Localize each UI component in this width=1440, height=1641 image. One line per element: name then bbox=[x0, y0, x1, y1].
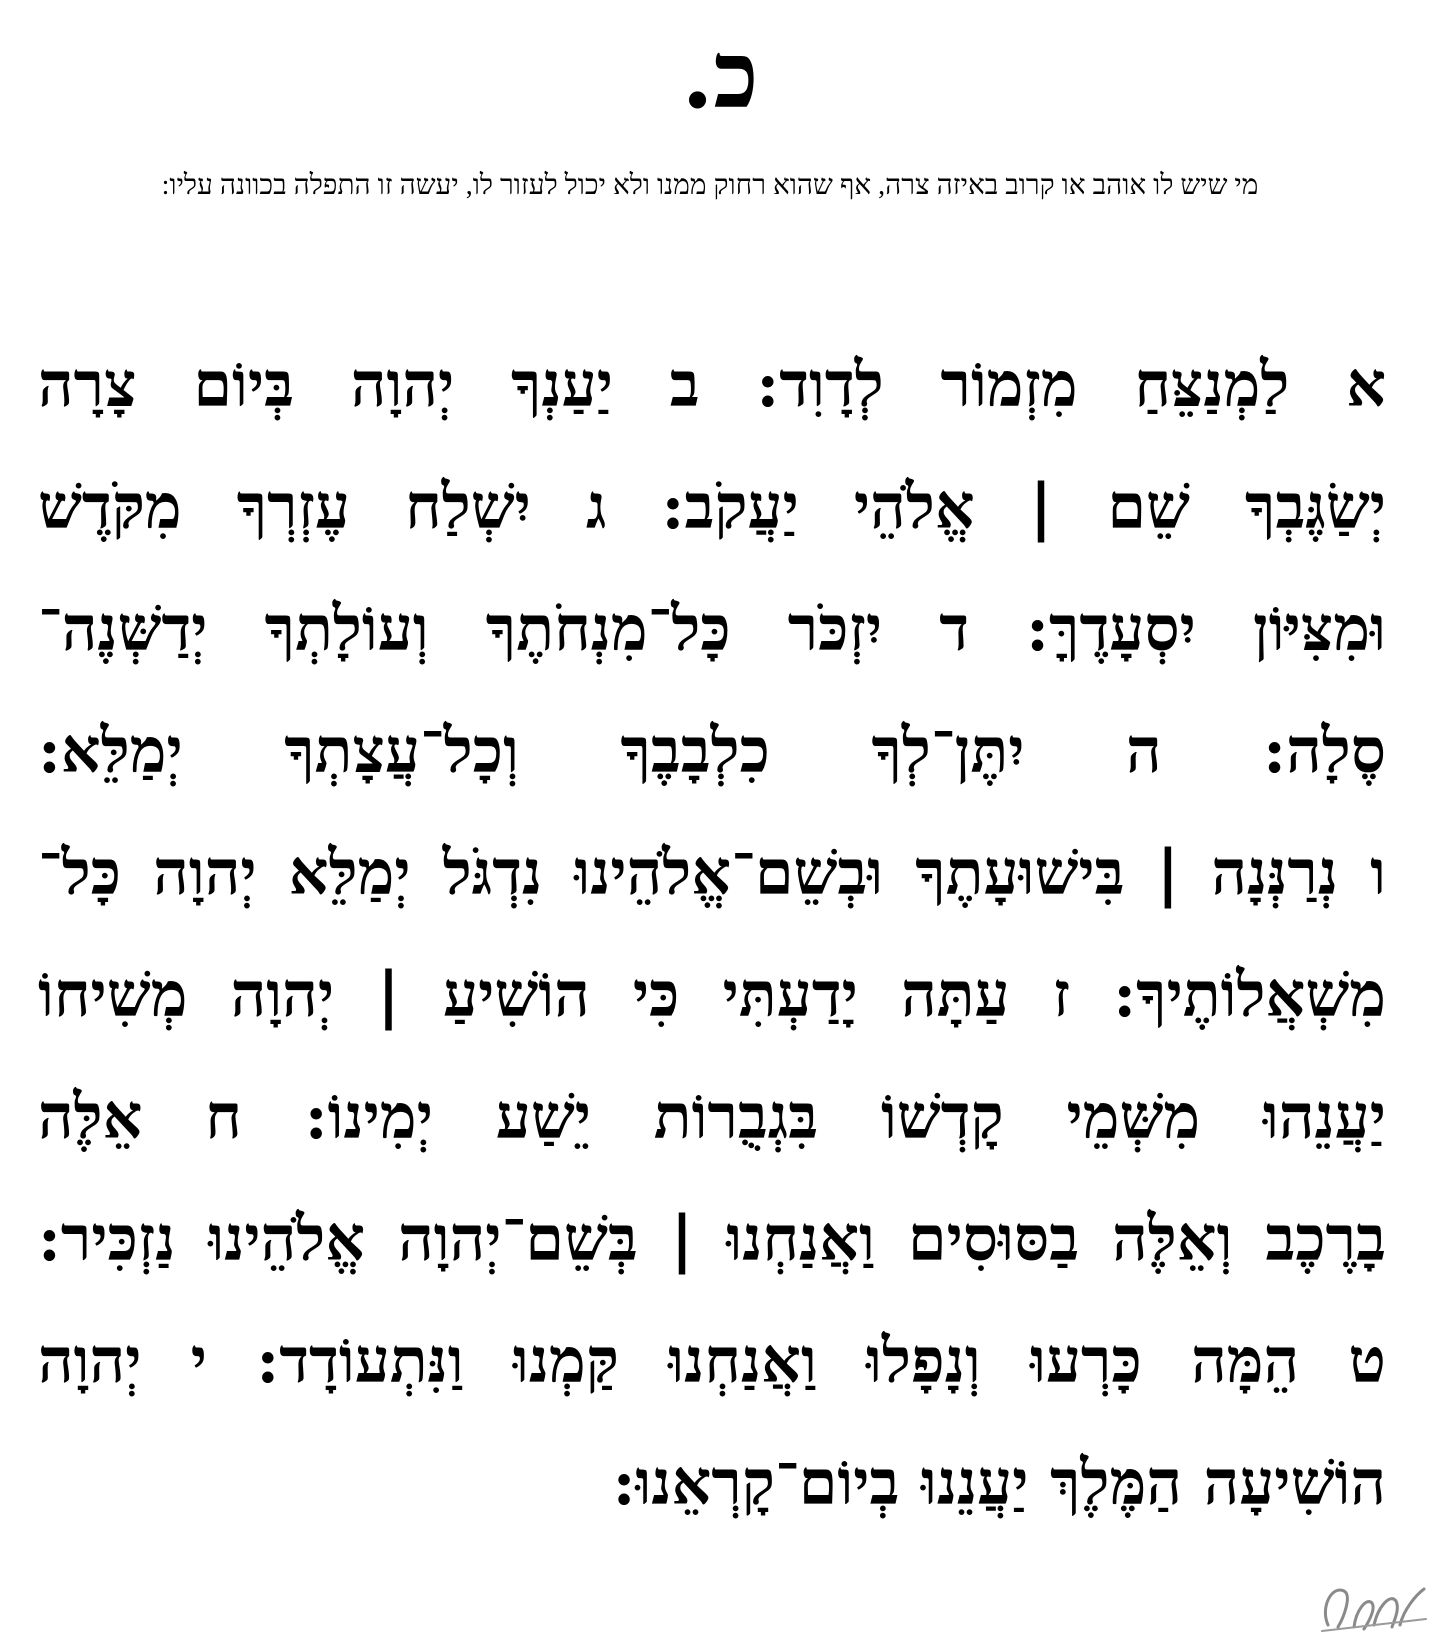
psalm-line-10: הוֹשִׁיעָה הַמֶּלֶךְ יַעֲנֵנוּ בְיוֹם־קָרְאֵנוּ: bbox=[612, 1446, 1386, 1519]
psalm-text bbox=[38, 340, 1386, 1560]
chapter-title: כ. bbox=[681, 21, 759, 129]
psalm-line-5: ו נְרַנְּנָה | בִּישׁוּעָתֶךָ וּבְשֵׁם־אֱלֹהֵינוּ נִדְגֹּל יְמַלֵּא יְהוָה כָּל־ bbox=[38, 836, 1386, 909]
psalm-line-7: יַעֲנֵהוּ מִשְּׁמֵי קָדְשׁוֹ בִּגְבֻרוֹת יֵשַׁע יְמִינוֹ: ח אֵלֶּה bbox=[38, 1080, 1386, 1153]
psalm-line-9: ט הֵמָּה כָּרְעוּ וְנָפָלוּ וַאֲנַחְנוּ קַּמְנוּ וַנִּתְעוֹדָד: י יְהוָה bbox=[38, 1324, 1386, 1397]
psalm-line-1: א לַמְנַצֵּחַ מִזְמוֹר לְדָוִד: ב יַעַנְךָ יְהוָה בְּיוֹם צָרָה bbox=[38, 348, 1386, 421]
psalm-line-4: סֶלָה: ה יִתֶּן־לְךָ כִלְבָבֶךָ וְכָל־עֲצָתְךָ יְמַלֵּא: bbox=[38, 714, 1386, 787]
psalm-line-6: מִשְׁאֲלוֹתֶיךָ: ז עַתָּה יָדַעְתִּי כִּי הוֹשִׁיעַ | יְהוָה מְשִׁיחוֹ bbox=[38, 958, 1386, 1031]
intro-instruction: מי שיש לו אוהב או קרוב באיזה צרה, אף שהוא רחוק ממנו ולא יכול לעזור לו, יעשה זו התפלה בכוונה עליו: bbox=[161, 170, 1259, 201]
signature-icon bbox=[1314, 1567, 1434, 1637]
psalm-line-8: בָרֶכֶב וְאֵלֶּה בַסּוּסִים וַאֲנַחְנוּ | בְּשֵׁם־יְהוָה אֱלֹהֵינוּ נַזְכִּיר: bbox=[38, 1202, 1386, 1275]
psalm-line-2: יְשַׂגֶּבְךָ שֵׁם | אֱלֹהֵי יַעֲקֹב: ג יִשְׁלַח עֶזְרְךָ מִקֹּדֶשׁ bbox=[38, 470, 1386, 543]
psalm-line-3: וּמִצִּיּוֹן יִסְעָדֶךָּ: ד יִזְכֹּר כָּל־מִנְחֹתֶךָ וְעוֹלָתְךָ יְדַשְּׁנֶה־ bbox=[38, 592, 1386, 665]
